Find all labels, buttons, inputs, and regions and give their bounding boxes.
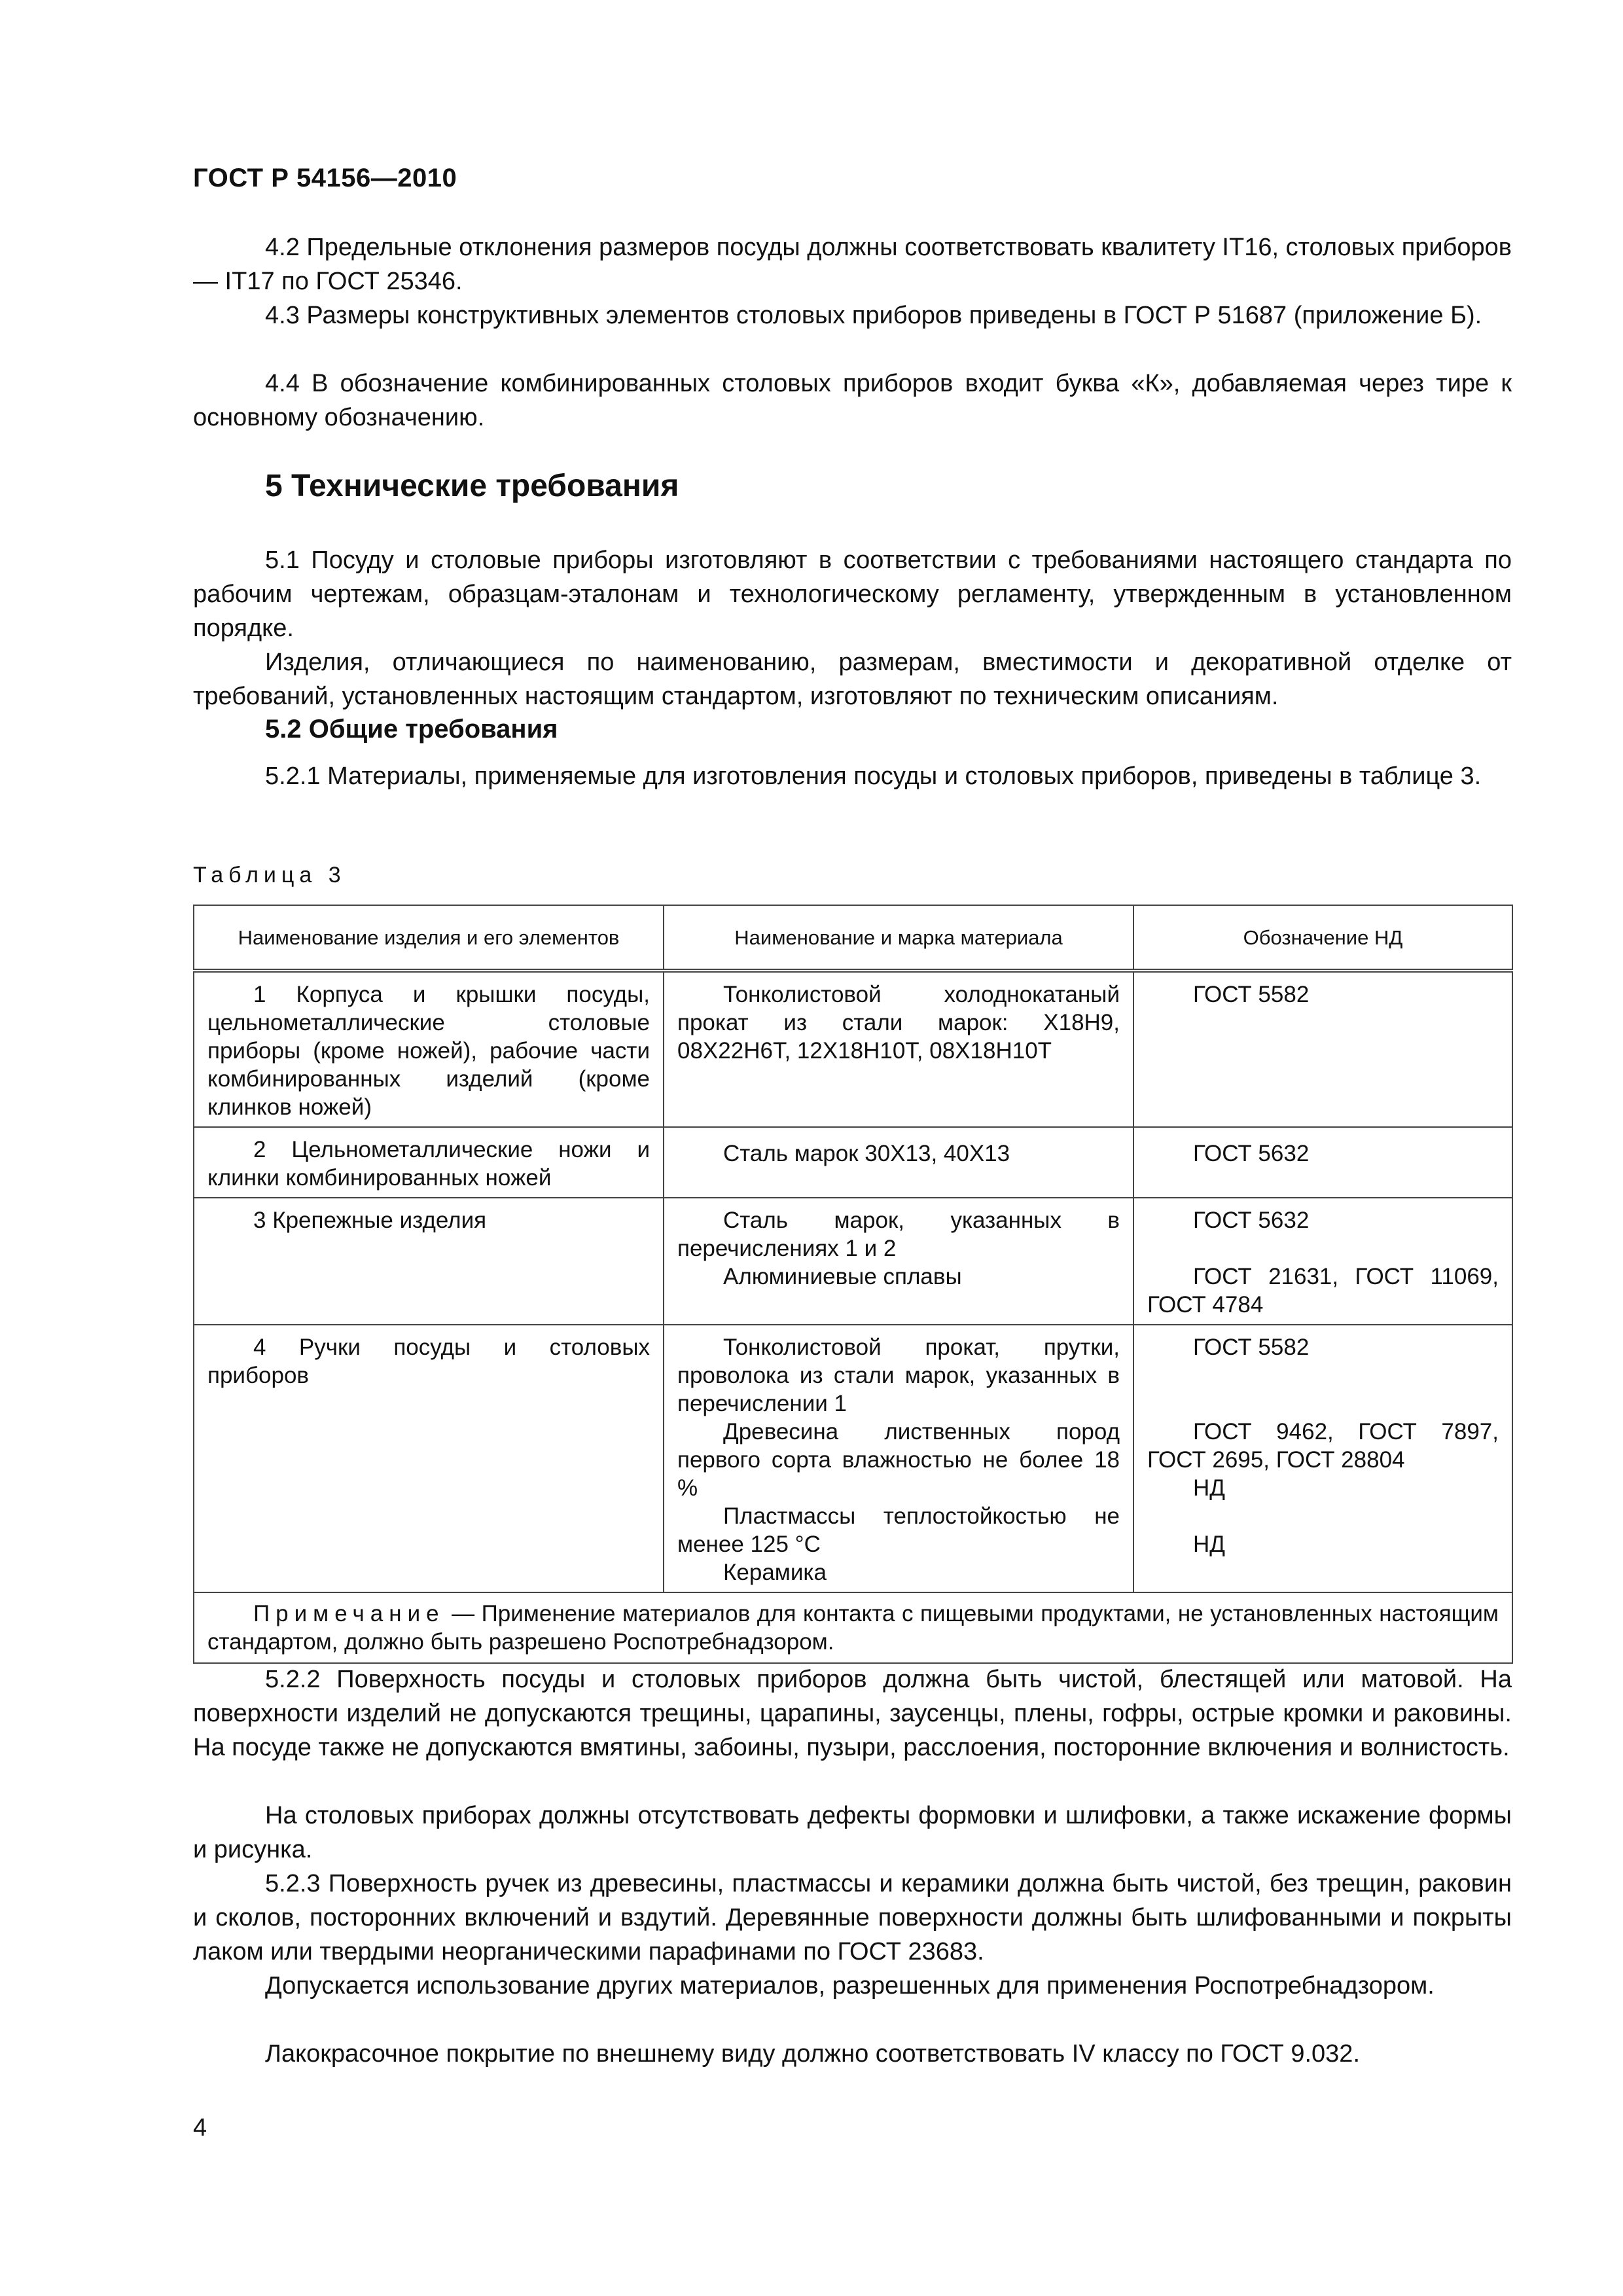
- standard-cell: ГОСТ 5582: [1193, 982, 1310, 1007]
- paragraph-5-1-cont: Изделия, отличающиеся по наименованию, размерам, вместимости и декоративной отделке от требований, установленных настоящим стандартом, изготовляют по техническим описаниям.: [193, 649, 1512, 710]
- paragraph-4-4: 4.4 В обозначение комбинированных столовых приборов входит буква «К», добавляемая через тире к основному обозначению.: [193, 370, 1512, 431]
- standard-cell: ГОСТ 21631, ГОСТ 11069, ГОСТ 4784: [1147, 1264, 1499, 1318]
- materials-table: [193, 905, 1513, 1664]
- item-cell: 2 Цельнометаллические ножи и клинки комбинированных ножей: [207, 1137, 650, 1191]
- document-header: ГОСТ Р 54156—2010: [193, 164, 457, 192]
- subsection-title: 5.2 Общие требования: [265, 715, 558, 744]
- standard-cell: НД: [1193, 1532, 1225, 1557]
- material-cell: Древесина лиственных пород первого сорта влажностью не более 18 %: [677, 1419, 1120, 1501]
- header-material: Наименование и марка материала: [664, 905, 1133, 971]
- material-cell: Алюминиевые сплавы: [723, 1264, 962, 1289]
- material-cell: Сталь марок 30Х13, 40Х13: [723, 1141, 1010, 1166]
- header-item: Наименование изделия и его элементов: [194, 905, 664, 971]
- table-note-row: [194, 1592, 1512, 1663]
- table-row: [194, 1325, 1512, 1592]
- note-text: — Применение материалов для контакта с пищевыми продуктами, не установленных настоящим стандартом, должно быть разрешено Роспотребнадзором.: [207, 1601, 1499, 1655]
- paragraph-5-2-2: 5.2.2 Поверхность посуды и столовых приборов должна быть чистой, блестящей или матовой. На поверхности изделий не допускаются трещины, царапины, заусенцы, плены, гофры, острые кромки и раковины. На посуде также не допускаются вмятины, забоины, пузыри, расслоения, посторонние включения и волнистость.: [193, 1666, 1512, 1761]
- standard-cell: ГОСТ 5632: [1193, 1141, 1310, 1166]
- material-cell: Пластмассы теплостойкостью не менее 125 °С: [677, 1503, 1120, 1557]
- header-standard: Обозначение НД: [1133, 905, 1512, 971]
- page-number: 4: [193, 2114, 207, 2142]
- paragraph-5-2-1: 5.2.1 Материалы, применяемые для изготовления посуды и столовых приборов, приведены в таблице 3.: [265, 762, 1482, 790]
- paragraph-5-2-3-coating: Лакокрасочное покрытие по внешнему виду должно соответствовать IV классу по ГОСТ 9.032.: [265, 2040, 1361, 2068]
- standard-cell: НД: [1193, 1475, 1225, 1501]
- note-label: Примечание: [253, 1601, 445, 1626]
- paragraph-4-3: 4.3 Размеры конструктивных элементов столовых приборов приведены в ГОСТ Р 51687 (приложение Б).: [265, 302, 1482, 329]
- table-row: [194, 1127, 1512, 1198]
- table-caption: Таблица 3: [193, 863, 346, 888]
- table-row: [194, 1198, 1512, 1325]
- item-cell: 4 Ручки посуды и столовых приборов: [207, 1335, 650, 1388]
- paragraph-5-2-2-cont: На столовых приборах должны отсутствовать дефекты формовки и шлифовки, а также искажение формы и рисунка.: [193, 1802, 1512, 1863]
- standard-cell: ГОСТ 9462, ГОСТ 7897, ГОСТ 2695, ГОСТ 28804: [1147, 1419, 1499, 1473]
- table-row: [194, 971, 1512, 1127]
- paragraph-5-2-3: 5.2.3 Поверхность ручек из древесины, пластмассы и керамики должна быть чистой, без трещин, раковин и сколов, посторонних включений и вздутий. Деревянные поверхности должны быть шлифованными и покрыты лаком или твердыми неорганическими парафинами по ГОСТ 23683.: [193, 1870, 1512, 1965]
- standard-cell: ГОСТ 5582: [1193, 1335, 1310, 1360]
- material-cell: Тонколистовой прокат, прутки, проволока из стали марок, указанных в перечислении 1: [677, 1335, 1120, 1416]
- section-title: 5 Технические требования: [265, 469, 679, 503]
- material-cell: Сталь марок, указанных в перечислениях 1 и 2: [677, 1208, 1120, 1261]
- standard-cell: ГОСТ 5632: [1193, 1208, 1310, 1233]
- paragraph-4-2: 4.2 Предельные отклонения размеров посуды должны соответствовать квалитету IT16, столовых приборов — IT17 по ГОСТ 25346.: [193, 234, 1512, 295]
- paragraph-5-1: 5.1 Посуду и столовые приборы изготовляют в соответствии с требованиями настоящего стандарта по рабочим чертежам, образцам-эталонам и технологическому регламенту, утвержденным в установленном порядке.: [193, 547, 1512, 642]
- material-cell: Тонколистовой холоднокатаный прокат из стали марок: Х18Н9, 08Х22Н6Т, 12Х18Н10Т, 08Х18Н10Т: [677, 982, 1120, 1064]
- material-cell: Керамика: [723, 1560, 827, 1585]
- table-header-row: [194, 905, 1512, 971]
- item-cell: 1 Корпуса и крышки посуды, цельнометаллические столовые приборы (кроме ножей), рабочие части комбинированных изделий (кроме клинков ножей): [207, 982, 650, 1120]
- paragraph-5-2-3-cont: Допускается использование других материалов, разрешенных для применения Роспотребнадзором.: [265, 1972, 1435, 2000]
- item-cell: 3 Крепежные изделия: [253, 1208, 487, 1233]
